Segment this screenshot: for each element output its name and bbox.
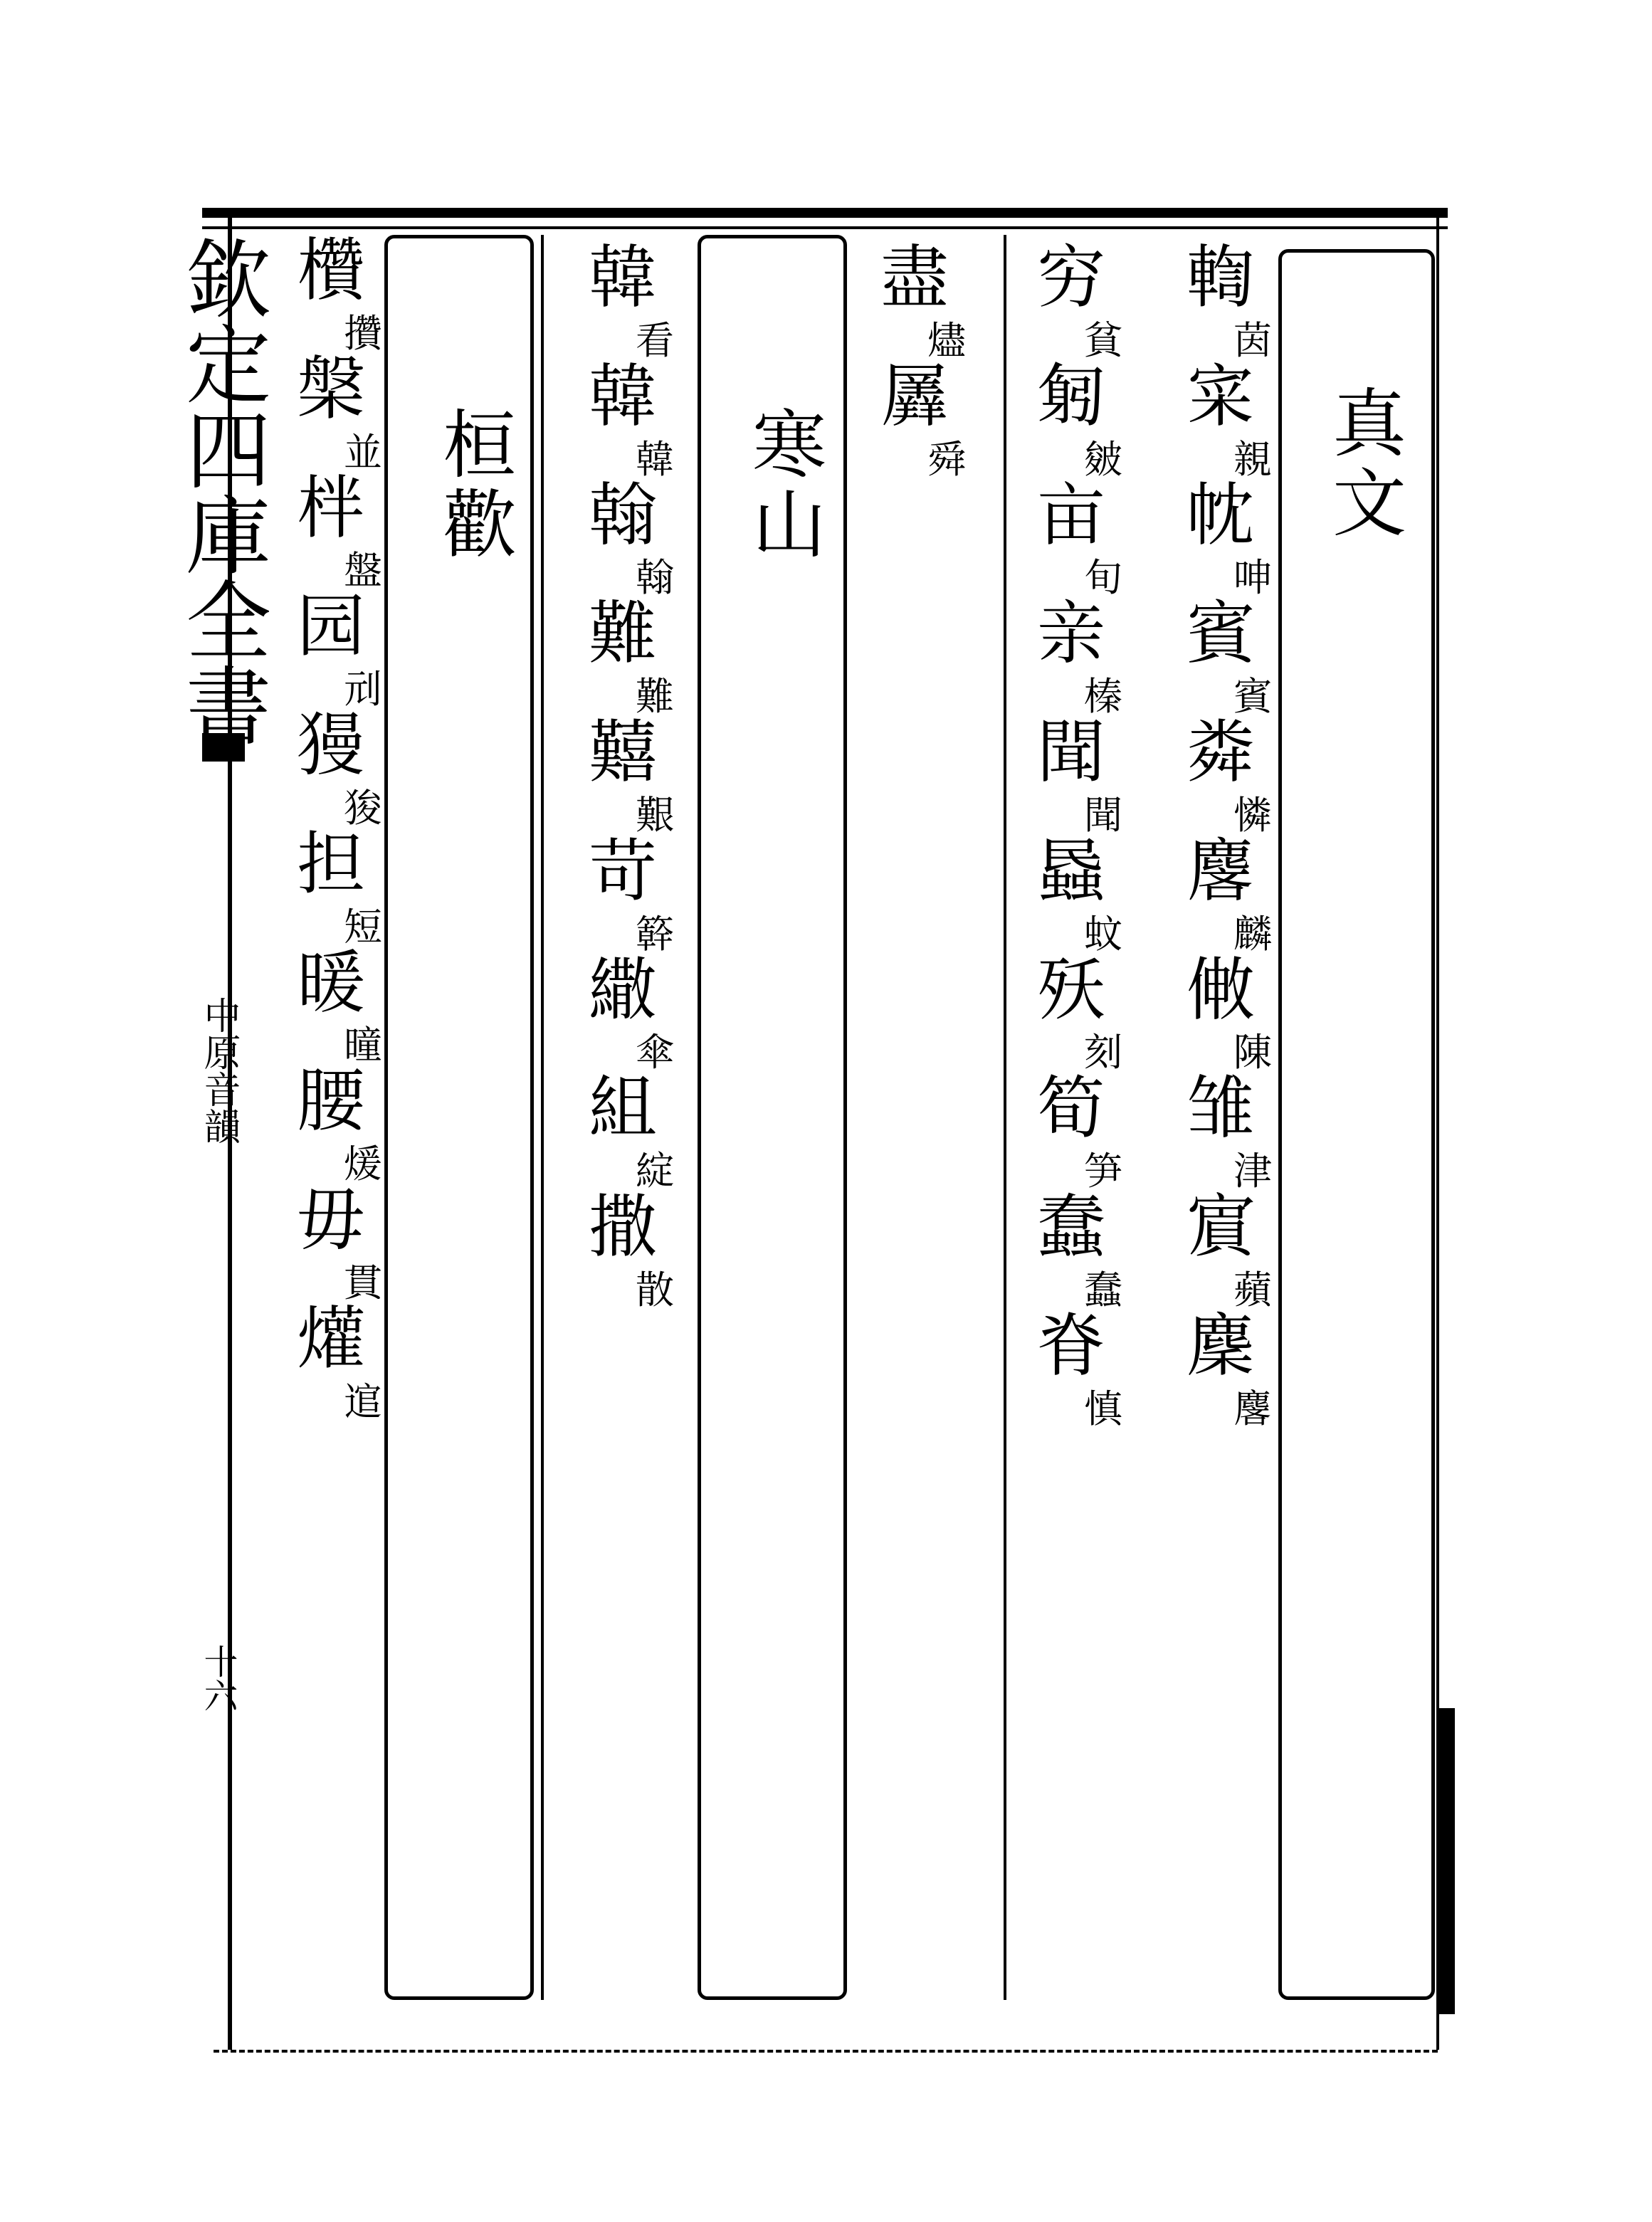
annotation: 翰 bbox=[636, 555, 674, 601]
headword: 組 bbox=[589, 1068, 657, 1149]
entry bbox=[280, 1180, 382, 1305]
annotation: 傘 bbox=[636, 1030, 674, 1075]
annotation: 麐 bbox=[1233, 1386, 1272, 1431]
entry bbox=[1169, 712, 1272, 838]
top-frame-rule bbox=[202, 208, 1448, 218]
annotation: 刓 bbox=[344, 667, 382, 712]
annotation: 旬 bbox=[1084, 555, 1122, 601]
headword: 麇 bbox=[1187, 1305, 1255, 1386]
annotation: 盤 bbox=[344, 548, 382, 594]
annotation: 慎 bbox=[1084, 1386, 1122, 1431]
headword: 园 bbox=[297, 586, 365, 667]
section-heading-hanshan: 寒山 bbox=[740, 406, 826, 565]
annotation: 狻 bbox=[344, 785, 382, 831]
headword: 韓 bbox=[589, 356, 657, 436]
headword: 脊 bbox=[1037, 1305, 1105, 1386]
annotation: 曈 bbox=[344, 1023, 382, 1068]
entry bbox=[1020, 1068, 1122, 1194]
annotation: 榛 bbox=[1084, 674, 1122, 719]
headword: 穷 bbox=[1037, 238, 1105, 317]
entry bbox=[280, 1061, 382, 1186]
annotation: 舜 bbox=[927, 436, 966, 482]
entry bbox=[863, 238, 966, 363]
annotation: 津 bbox=[1233, 1149, 1272, 1194]
annotation: 聞 bbox=[1084, 792, 1122, 838]
entry bbox=[1020, 475, 1122, 601]
margin-book-title: 中原音韻 bbox=[197, 996, 240, 1144]
entry bbox=[1020, 356, 1122, 482]
right-thick-bar bbox=[1436, 1708, 1455, 2014]
annotation: 綻 bbox=[636, 1149, 674, 1194]
entry bbox=[572, 712, 674, 838]
annotation: 皴 bbox=[1084, 436, 1122, 482]
headword: 翰 bbox=[589, 475, 657, 555]
headword: 撒 bbox=[589, 1187, 657, 1267]
entry bbox=[1169, 1305, 1272, 1431]
headword: 難 bbox=[589, 594, 657, 674]
entry bbox=[280, 231, 382, 356]
annotation: 親 bbox=[1233, 436, 1272, 482]
headword: 囏 bbox=[589, 712, 657, 792]
headword: 爟 bbox=[297, 1298, 365, 1379]
margin-title: 欽定四庫全書 bbox=[172, 235, 270, 747]
entry bbox=[572, 594, 674, 719]
annotation: 逭 bbox=[344, 1379, 382, 1424]
headword: 雏 bbox=[1187, 1068, 1255, 1149]
annotation: 陳 bbox=[1233, 1030, 1272, 1075]
headword: 輷 bbox=[1187, 238, 1255, 317]
entry bbox=[1169, 949, 1272, 1075]
section-heading-huanhuan: 桓歡 bbox=[430, 406, 517, 565]
headword: 毋 bbox=[297, 1180, 365, 1260]
annotation: 攢 bbox=[344, 310, 382, 356]
annotation: 短 bbox=[344, 904, 382, 949]
entry bbox=[1020, 1187, 1122, 1312]
annotation: 麟 bbox=[1233, 911, 1272, 957]
annotation: 煖 bbox=[344, 1142, 382, 1186]
headword: 盡 bbox=[880, 238, 949, 317]
bottom-frame-rule bbox=[214, 2050, 1438, 2053]
headword: 苛 bbox=[589, 831, 657, 911]
headword: 欑 bbox=[297, 231, 365, 310]
entry bbox=[280, 942, 382, 1068]
entry bbox=[1020, 594, 1122, 719]
entry bbox=[1169, 238, 1272, 363]
headword: 敒 bbox=[1187, 949, 1255, 1030]
text-column-5 bbox=[270, 231, 391, 1424]
entry bbox=[280, 349, 382, 475]
annotation: 散 bbox=[636, 1267, 674, 1312]
headword: 賓 bbox=[1187, 594, 1255, 674]
headword: 殀 bbox=[1037, 949, 1105, 1030]
entry bbox=[280, 468, 382, 594]
text-column-2 bbox=[1011, 238, 1132, 1431]
annotation: 蚊 bbox=[1084, 911, 1122, 957]
annotation: 蘋 bbox=[1233, 1267, 1272, 1312]
section-heading-zhenwen: 真文 bbox=[1320, 384, 1406, 544]
headword: 繖 bbox=[589, 949, 657, 1030]
text-column-1 bbox=[1160, 238, 1281, 1431]
annotation: 並 bbox=[344, 429, 382, 475]
entry bbox=[572, 831, 674, 957]
entry bbox=[572, 238, 674, 363]
headword: 羼 bbox=[880, 356, 949, 436]
entry bbox=[1020, 831, 1122, 957]
annotation: 簳 bbox=[636, 911, 674, 957]
entry bbox=[280, 586, 382, 712]
entry bbox=[1169, 475, 1272, 601]
headword: 腰 bbox=[297, 1061, 365, 1142]
entry bbox=[1169, 356, 1272, 482]
entry bbox=[572, 1187, 674, 1312]
entry bbox=[1169, 594, 1272, 719]
entry bbox=[1020, 949, 1122, 1075]
entry bbox=[1020, 1305, 1122, 1431]
folio-number: 十六 bbox=[198, 1644, 238, 1712]
annotation: 笋 bbox=[1084, 1149, 1122, 1194]
annotation: 難 bbox=[636, 674, 674, 719]
annotation: 蠢 bbox=[1084, 1267, 1122, 1312]
entry bbox=[1169, 831, 1272, 957]
entry bbox=[1020, 712, 1122, 838]
column-divider bbox=[1004, 235, 1006, 2000]
headword: 帎 bbox=[1187, 475, 1255, 555]
entry bbox=[572, 475, 674, 601]
headword: 柈 bbox=[297, 468, 365, 548]
annotation: 艱 bbox=[636, 792, 674, 838]
top-frame-rule-thin bbox=[202, 226, 1448, 229]
annotation: 憐 bbox=[1233, 792, 1272, 838]
headword: 聞 bbox=[1037, 712, 1105, 792]
headword: 麐 bbox=[1187, 831, 1255, 911]
headword: 寀 bbox=[1187, 356, 1255, 436]
entry bbox=[572, 1068, 674, 1194]
headword: 獌 bbox=[297, 705, 365, 785]
entry bbox=[1169, 1068, 1272, 1194]
headword: 亩 bbox=[1037, 475, 1105, 555]
annotation: 看 bbox=[636, 317, 674, 363]
entry bbox=[572, 949, 674, 1075]
text-column-3 bbox=[854, 238, 975, 482]
headword: 槃 bbox=[297, 349, 365, 429]
headword: 賔 bbox=[1187, 1187, 1255, 1267]
headword: 筍 bbox=[1037, 1068, 1105, 1149]
headword: 粦 bbox=[1187, 712, 1255, 792]
headword: 担 bbox=[297, 823, 365, 904]
headword: 蠢 bbox=[1037, 1187, 1105, 1267]
headword: 蟁 bbox=[1037, 831, 1105, 911]
text-column-4 bbox=[562, 238, 683, 1312]
annotation: 呻 bbox=[1233, 555, 1272, 601]
annotation: 韓 bbox=[636, 436, 674, 482]
headword: 亲 bbox=[1037, 594, 1105, 674]
entry bbox=[572, 356, 674, 482]
annotation: 刻 bbox=[1084, 1030, 1122, 1075]
headword: 匑 bbox=[1037, 356, 1105, 436]
annotation: 賓 bbox=[1233, 674, 1272, 719]
entry bbox=[280, 1298, 382, 1424]
entry bbox=[1169, 1187, 1272, 1312]
headword: 韓 bbox=[589, 238, 657, 317]
annotation: 貧 bbox=[1084, 317, 1122, 363]
annotation: 茵 bbox=[1233, 317, 1272, 363]
headword: 暖 bbox=[297, 942, 365, 1023]
entry bbox=[280, 823, 382, 949]
column-divider bbox=[541, 235, 544, 2000]
entry bbox=[863, 356, 966, 482]
annotation: 貫 bbox=[344, 1260, 382, 1305]
entry bbox=[280, 705, 382, 831]
annotation: 燼 bbox=[927, 317, 966, 363]
entry bbox=[1020, 238, 1122, 363]
